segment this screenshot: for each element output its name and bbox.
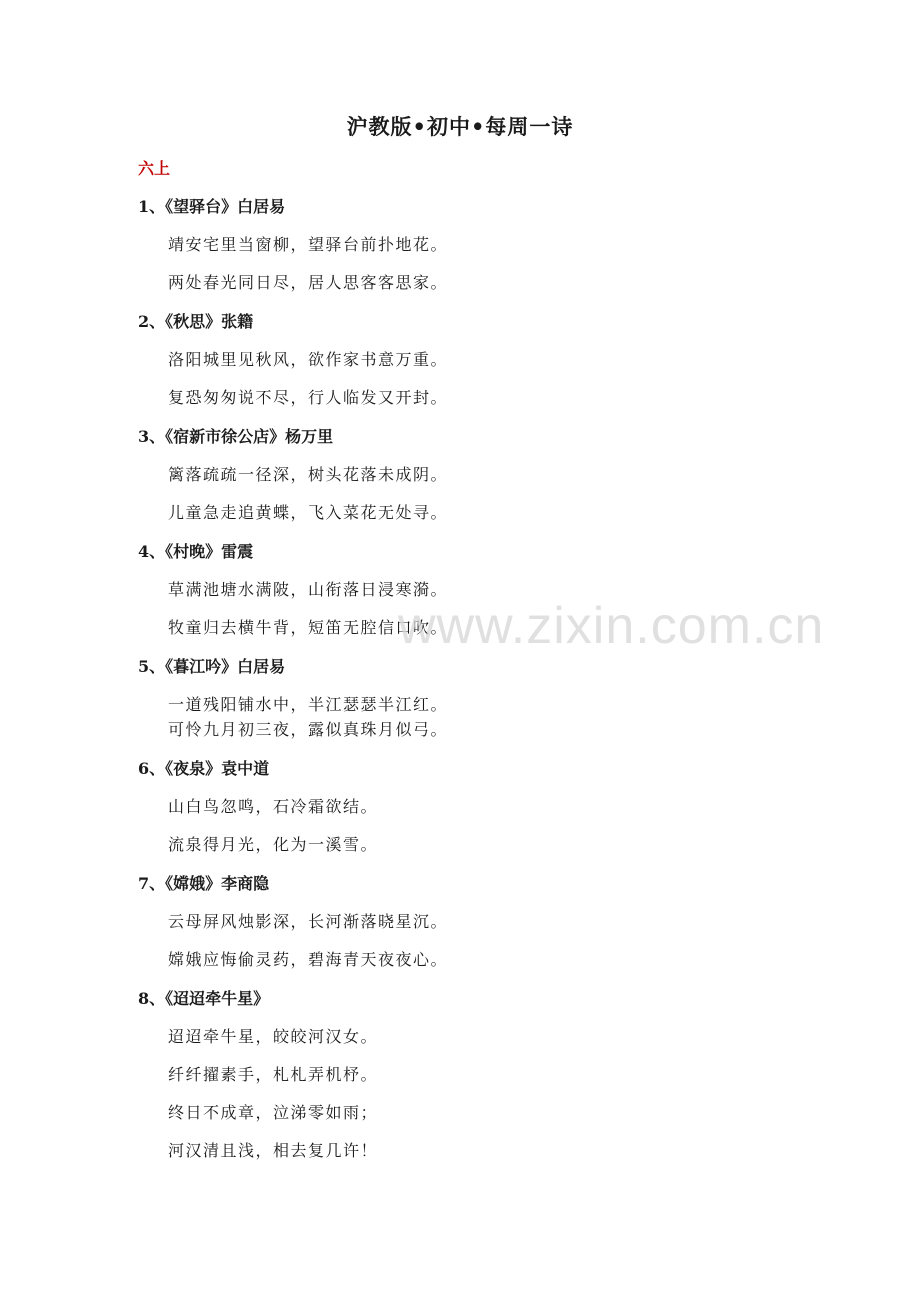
poem-heading: 4、《村晚》雷震 — [138, 542, 254, 561]
poem-heading: 6、《夜泉》袁中道 — [138, 759, 270, 778]
page-title: 沪教版•初中•每周一诗 — [346, 114, 574, 139]
poem-heading: 2、《秋思》张籍 — [138, 312, 254, 331]
poem-line: 纤纤擢素手，札札弄机杼。 — [168, 1065, 379, 1084]
poem-heading: 3、《宿新市徐公店》杨万里 — [138, 427, 334, 446]
poem-line: 山白鸟忽鸣，石冷霜欲结。 — [168, 797, 379, 816]
poem-heading: 5、《暮江吟》白居易 — [138, 657, 286, 676]
poem-line: 河汉清且浅，相去复几许！ — [168, 1141, 379, 1160]
poem-line: 嫦娥应悔偷灵药，碧海青天夜夜心。 — [168, 950, 449, 969]
poem-line: 一道残阳铺水中，半江瑟瑟半江红。 — [168, 695, 449, 714]
grade-label: 六上 — [138, 159, 171, 178]
poem-line: 洛阳城里见秋风，欲作家书意万重。 — [168, 350, 449, 369]
poem-line: 流泉得月光，化为一溪雪。 — [168, 835, 379, 854]
poem-line: 篱落疏疏一径深，树头花落未成阴。 — [168, 465, 449, 484]
poem-line: 迢迢牵牛星，皎皎河汉女。 — [168, 1027, 379, 1046]
poem-heading: 8、《迢迢牵牛星》 — [138, 989, 270, 1008]
poem-line: 终日不成章，泣涕零如雨； — [168, 1103, 379, 1122]
poem-line: 云母屏风烛影深，长河渐落晓星沉。 — [168, 912, 449, 931]
poem-heading: 7、《嫦娥》李商隐 — [138, 874, 270, 893]
poem-line: 可怜九月初三夜，露似真珠月似弓。 — [168, 720, 449, 739]
poem-heading: 1、《望驿台》白居易 — [138, 197, 286, 216]
poem-line: 两处春光同日尽，居人思客客思家。 — [168, 273, 449, 292]
poem-line: 牧童归去横牛背，短笛无腔信口吹。 — [168, 618, 449, 637]
poem-line: 儿童急走追黄蝶，飞入菜花无处寻。 — [168, 503, 449, 522]
poem-line: 复恐匆匆说不尽，行人临发又开封。 — [168, 388, 449, 407]
poem-line: 靖安宅里当窗柳，望驿台前扑地花。 — [168, 235, 449, 254]
poem-line: 草满池塘水满陂，山衔落日浸寒漪。 — [168, 580, 449, 599]
watermark: www.zixin.com.cn — [398, 597, 825, 655]
